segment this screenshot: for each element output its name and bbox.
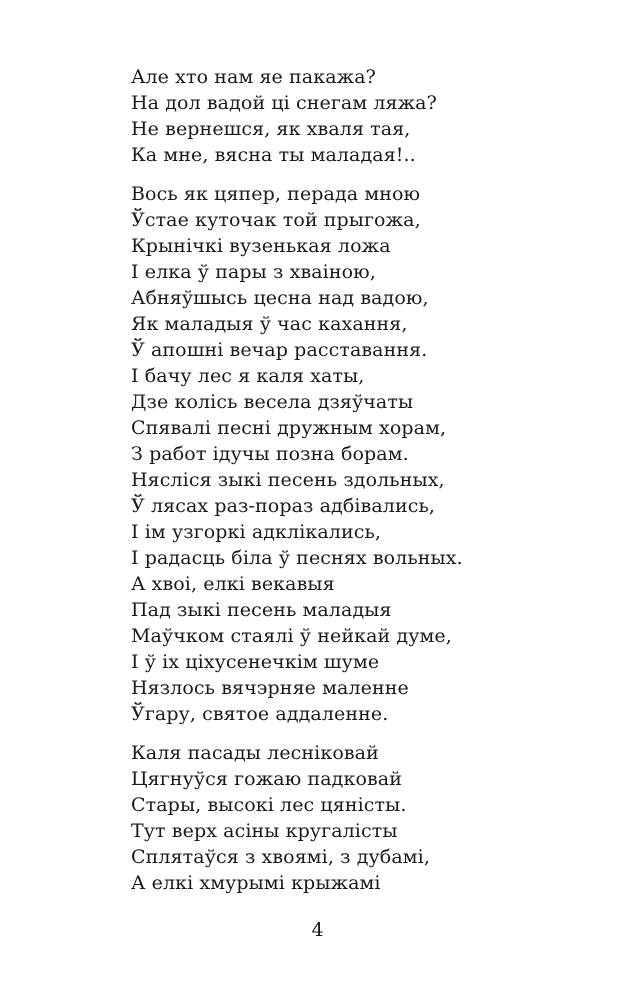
poem-line: Нязлось вячэрняе маленне (131, 677, 409, 699)
poem-line: Ўстае куточак той прыгожа, (131, 209, 421, 231)
poem-line: Крынічкі вузенькая ложа (131, 235, 391, 257)
stanza-1 (131, 64, 601, 168)
poem-line: Ў апошні вечар расставання. (131, 339, 428, 361)
poem-line: Але хто нам яе пакажа? (131, 66, 376, 88)
poem-line: Каля пасады лесніковай (131, 742, 379, 764)
poem-line: Дзе колісь весела дзяўчаты (131, 391, 414, 413)
poem-line: І елка ў пары з хваіною, (131, 261, 376, 283)
poem-line: Стары, высокі лес цяністы. (131, 794, 407, 816)
poem-line: Ўгару, святое аддаленне. (131, 703, 389, 725)
poem-line: І бачу лес я каля хаты, (131, 365, 365, 387)
poem-line: Сплятаўся з хвоямі, з дубамі, (131, 846, 430, 868)
poem-line: На дол вадой ці снегам ляжа? (131, 92, 437, 114)
poem-line: Вось як цяпер, перада мною (131, 183, 421, 205)
poem-line: І ім узгоркі адклікались, (131, 521, 382, 543)
poem-line: І ў іх ціхусенечкім шуме (131, 651, 380, 673)
poem-line: Не вернешся, як хваля тая, (131, 118, 411, 140)
page-number: 4 (311, 919, 324, 941)
poem-line: Маўчком стаялі ў нейкай думе, (131, 625, 452, 647)
stanza-2 (131, 181, 601, 727)
poem-text (131, 64, 601, 909)
stanza-3 (131, 740, 601, 896)
poem-line: А хвоі, елкі векавыя (131, 573, 335, 595)
poem-line: І радасць біла ў песнях вольных. (131, 547, 463, 569)
poem-line: А елкі хмурымі крыжамі (131, 872, 381, 894)
poem-line: Пад зыкі песень маладыя (131, 599, 392, 621)
poem-line: Ка мне, вясна ты маладая!.. (131, 144, 416, 166)
poem-line: Абняўшысь цесна над вадою, (131, 287, 429, 309)
poem-line: Як маладыя ў час кахання, (131, 313, 408, 335)
poem-line: Ў лясах раз-пораз адбівались, (131, 495, 436, 517)
poem-line: Тут верх асіны кругалісты (131, 820, 398, 842)
poem-line: З работ ідучы позна борам. (131, 443, 409, 465)
poem-line: Спявалі песні дружным хорам, (131, 417, 447, 439)
poem-line: Нясліся зыкі песень здольных, (131, 469, 445, 491)
poem-line: Цягнуўся гожаю падковай (131, 768, 402, 790)
